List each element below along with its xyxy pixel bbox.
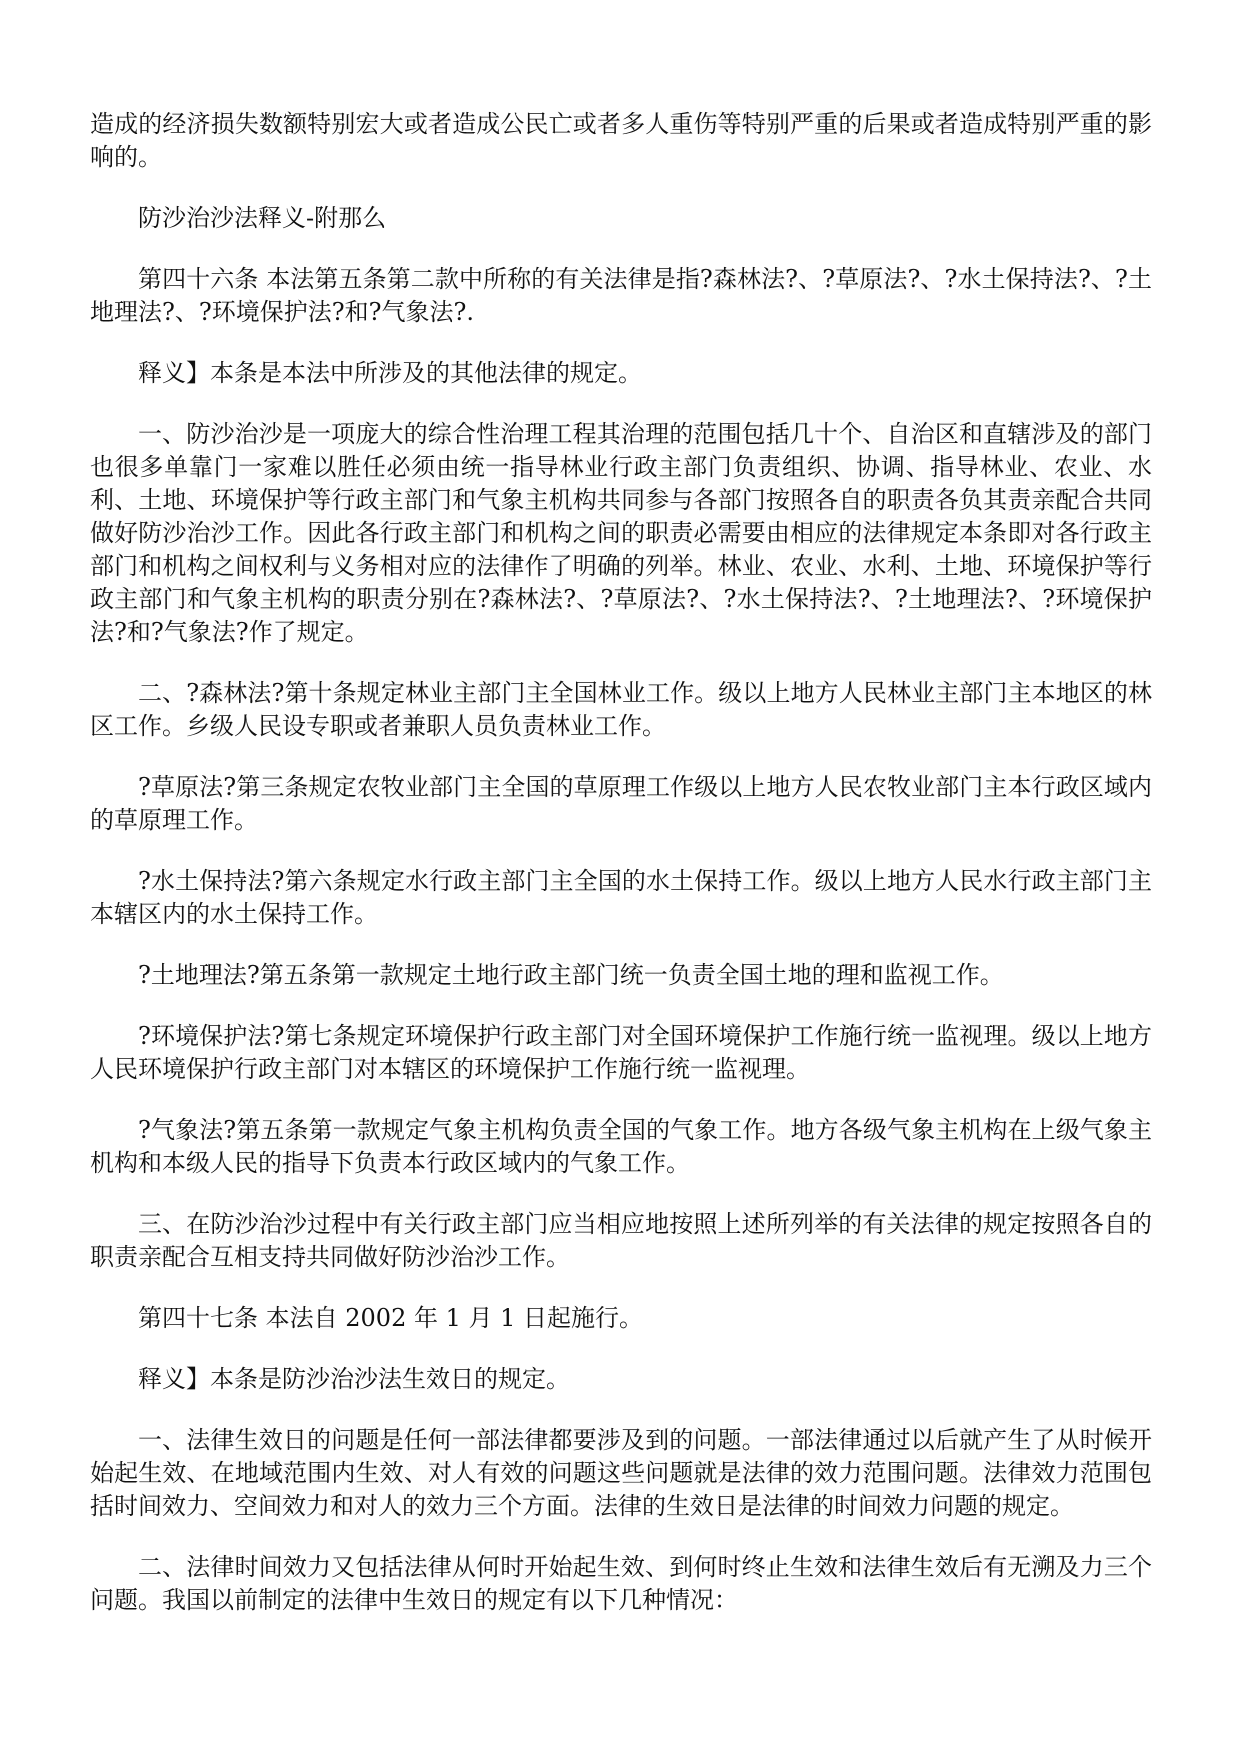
paragraph-effective-date-1: 一、法律生效日的问题是任何一部法律都要涉及到的问题。一部法律通过以后就产生了从时候开始起生效、在地域范围内生效、对人有效的问题这些问题就是法律的效力范围问题。法律效力范围包括时间效力、空间效力和对人的效力三个方面。法律的生效日是法律的时间效力问题的规定。 bbox=[90, 1426, 1152, 1520]
article-46-interpretation: 释义】本条是本法中所涉及的其他法律的规定。 bbox=[138, 359, 642, 387]
article-47: 第四十七条 本法自 2002 年 1 月 1 日起施行。 bbox=[138, 1304, 644, 1332]
paragraph-effective-date-2: 二、法律时间效力又包括法律从何时开始起生效、到何时终止生效和法律生效后有无溯及力三个问题。我国以前制定的法律中生效日的规定有以下几种情况： bbox=[90, 1553, 1152, 1614]
article-47-interpretation: 释义】本条是防沙治沙法生效日的规定。 bbox=[138, 1365, 570, 1393]
document-body bbox=[90, 108, 1152, 1645]
article-46: 第四十六条 本法第五条第二款中所称的有关法律是指?森林法?、?草原法?、?水土保持法?、?土地理法?、?环境保护法?和?气象法?. bbox=[90, 265, 1152, 326]
paragraph-grassland-law: ?草原法?第三条规定农牧业部门主全国的草原理工作级以上地方人民农牧业部门主本行政区域内的草原理工作。 bbox=[90, 773, 1152, 834]
paragraph-water-soil-law: ?水土保持法?第六条规定水行政主部门主全国的水土保持工作。级以上地方人民水行政主部门主本辖区内的水土保持工作。 bbox=[90, 867, 1152, 928]
paragraph-1: 造成的经济损失数额特别宏大或者造成公民亡或者多人重伤等特别严重的后果或者造成特别严重的影响的。 bbox=[90, 110, 1152, 171]
section-title: 防沙治沙法释义-附那么 bbox=[138, 204, 387, 232]
paragraph-point-2-forest-law: 二、?森林法?第十条规定林业主部门主全国林业工作。级以上地方人民林业主部门主本地区的林区工作。乡级人民设专职或者兼职人员负责林业工作。 bbox=[90, 679, 1152, 740]
paragraph-point-1: 一、防沙治沙是一项庞大的综合性治理工程其治理的范围包括几十个、自治区和直辖涉及的部门也很多单靠门一家难以胜任必须由统一指导林业行政主部门负责组织、协调、指导林业、农业、水利、土地、环境保护等行政主部门和气象主机构共同参与各部门按照各自的职责各负其责亲配合共同做好防沙治沙工作。因此各行政主部门和机构之间的职责必需要由相应的法律规定本条即对各行政主部门和机构之间权利与义务相对应的法律作了明确的列举。林业、农业、水利、土地、环境保护等行政主部门和气象主机构的职责分别在?森林法?、?草原法?、?水土保持法?、?土地理法?、?环境保护法?和?气象法?作了规定。 bbox=[90, 420, 1152, 646]
paragraph-land-law: ?土地理法?第五条第一款规定土地行政主部门统一负责全国土地的理和监视工作。 bbox=[138, 961, 1004, 989]
paragraph-meteorology-law: ?气象法?第五条第一款规定气象主机构负责全国的气象工作。地方各级气象主机构在上级气象主机构和本级人民的指导下负责本行政区域内的气象工作。 bbox=[90, 1116, 1152, 1177]
paragraph-point-3: 三、在防沙治沙过程中有关行政主部门应当相应地按照上述所列举的有关法律的规定按照各自的职责亲配合互相支持共同做好防沙治沙工作。 bbox=[90, 1210, 1152, 1271]
paragraph-environment-law: ?环境保护法?第七条规定环境保护行政主部门对全国环境保护工作施行统一监视理。级以上地方人民环境保护行政主部门对本辖区的环境保护工作施行统一监视理。 bbox=[90, 1022, 1152, 1083]
